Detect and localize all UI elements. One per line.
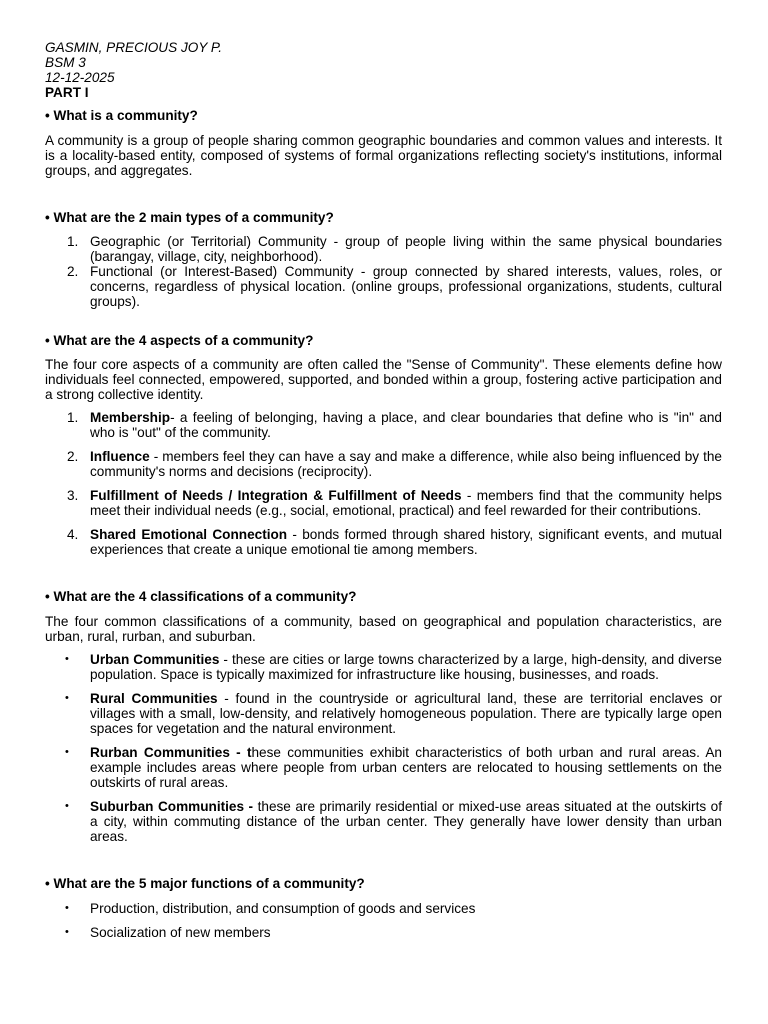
question-3: • What are the 4 aspects of a community? bbox=[45, 333, 314, 348]
list-item bbox=[45, 410, 722, 440]
list-item bbox=[45, 652, 722, 682]
item-term: Suburban Communities - bbox=[90, 799, 254, 814]
item-number: 2. bbox=[67, 449, 79, 464]
student-name: GASMIN, PRECIOUS JOY P. bbox=[45, 40, 223, 55]
item-number: 3. bbox=[67, 488, 79, 503]
item-term: Rural Communities bbox=[90, 691, 218, 706]
question-5: • What are the 5 major functions of a community? bbox=[45, 876, 365, 891]
item-text: Production, distribution, and consumption of goods and services bbox=[90, 901, 476, 916]
list-item bbox=[45, 799, 722, 844]
functions-list bbox=[45, 901, 722, 940]
item-term: Rurban Communities - t bbox=[90, 745, 252, 760]
bullet-icon: • bbox=[65, 926, 69, 938]
item-text: - members feel they can have a say and make a difference, while also being influenced by the community's norms and decisions (reciprocity). bbox=[90, 449, 722, 479]
course-label: BSM 3 bbox=[45, 55, 86, 70]
classifications-intro: The four common classifications of a community, based on geographical and population characteristics, are urban, rural, rurban, and suburban. bbox=[45, 614, 722, 644]
list-item bbox=[45, 449, 722, 479]
bullet-icon: • bbox=[65, 746, 69, 758]
item-text: - these are cities or large towns characterized by a large, high-density, and diverse population. Space is typically maximized for infrastructure like housing, businesses, and roads. bbox=[90, 652, 722, 682]
list-item bbox=[45, 745, 722, 790]
list-item bbox=[45, 527, 722, 557]
item-term: Influence bbox=[90, 449, 150, 464]
item-number: 2. bbox=[67, 264, 79, 279]
item-text: - found in the countryside or agricultural land, these are territorial enclaves or villages with a small, low-density, and relatively homogeneous population. There are typically large open spaces for vegetation and the natural environment. bbox=[90, 691, 722, 736]
aspects-intro: The four core aspects of a community are often called the "Sense of Community". These elements define how individuals feel connected, empowered, supported, and bonded within a group, fostering active participation and a strong collective identity. bbox=[45, 357, 722, 402]
item-term: Urban Communities bbox=[90, 652, 220, 667]
item-text: - a feeling of belonging, having a place, and clear boundaries that define who is "in" and who is "out" of the community. bbox=[90, 410, 722, 440]
item-text: hese communities exhibit characteristics of both urban and rural areas. An example includes areas where people from urban centers are relocated to housing settlements on the outskirts of rural areas. bbox=[90, 745, 722, 790]
item-text: - bonds formed through shared history, significant events, and mutual experiences that create a unique emotional tie among members. bbox=[90, 527, 722, 557]
answer-1: A community is a group of people sharing common geographic boundaries and common values and interests. It is a locality-based entity, composed of systems of formal organizations reflecting society's institutions, informal groups, and aggregates. bbox=[45, 133, 722, 178]
item-text: these are primarily residential or mixed-use areas situated at the outskirts of a city, within commuting distance of the urban center. They generally have lower density than urban areas. bbox=[90, 799, 722, 844]
item-number: 1. bbox=[67, 234, 79, 249]
part-heading: PART I bbox=[45, 85, 89, 100]
item-text: Geographic (or Territorial) Community - group of people living within the same physical boundaries (barangay, village, city, neighborhood). bbox=[90, 234, 722, 264]
item-number: 1. bbox=[67, 410, 79, 425]
types-list bbox=[45, 234, 722, 309]
classifications-list bbox=[45, 652, 722, 844]
list-item bbox=[45, 234, 722, 264]
bullet-icon: • bbox=[65, 800, 69, 812]
list-item bbox=[45, 488, 722, 518]
item-number: 4. bbox=[67, 527, 79, 542]
question-1: • What is a community? bbox=[45, 108, 198, 123]
list-item bbox=[45, 925, 722, 940]
item-text: Functional (or Interest-Based) Community - group connected by shared interests, values, roles, or concerns, regardless of physical location. (online groups, professional organizations, students, cultural groups). bbox=[90, 264, 722, 309]
bullet-icon: • bbox=[65, 653, 69, 665]
question-2: • What are the 2 main types of a community? bbox=[45, 210, 334, 225]
question-4: • What are the 4 classifications of a community? bbox=[45, 589, 357, 604]
item-term: Membership bbox=[90, 410, 171, 425]
aspects-list bbox=[45, 410, 722, 557]
item-term: Shared Emotional Connection bbox=[90, 527, 288, 542]
list-item bbox=[45, 901, 722, 916]
item-term: Fulfillment of Needs / Integration & Fulfillment of Needs bbox=[90, 488, 462, 503]
list-item bbox=[45, 691, 722, 736]
document-page bbox=[45, 40, 722, 940]
item-text: - members find that the community helps meet their individual needs (e.g., social, emotional, practical) and feel rewarded for their contributions. bbox=[90, 488, 722, 518]
document-date: 12-12-2025 bbox=[45, 70, 115, 85]
bullet-icon: • bbox=[65, 902, 69, 914]
bullet-icon: • bbox=[65, 692, 69, 704]
list-item bbox=[45, 264, 722, 309]
item-text: Socialization of new members bbox=[90, 925, 271, 940]
